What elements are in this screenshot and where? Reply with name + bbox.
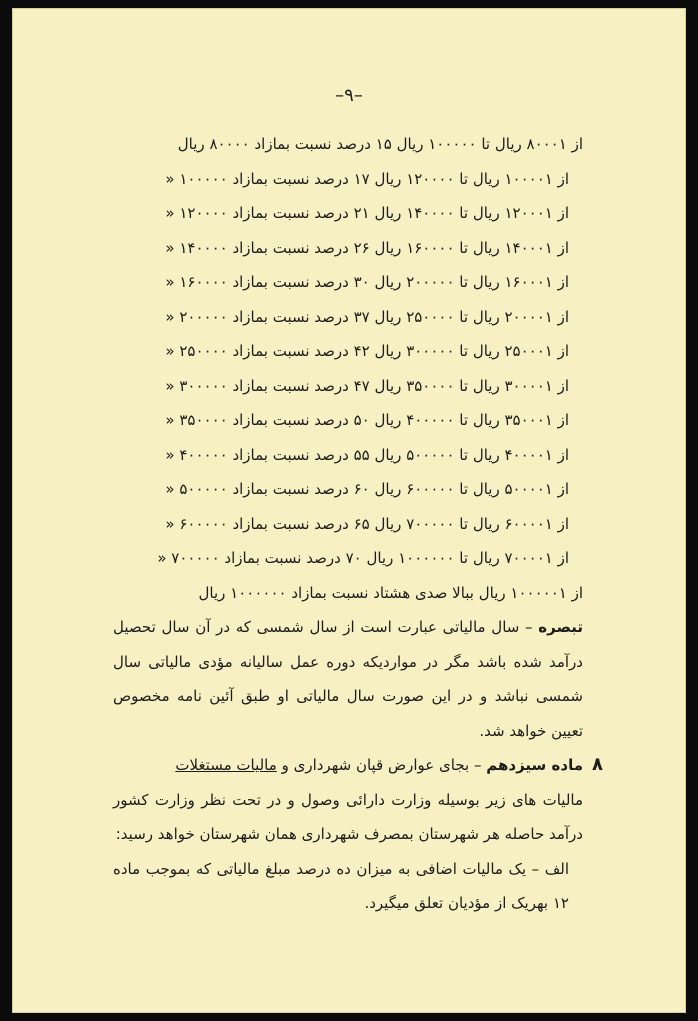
bracket-line: از ۱۲۰۰۰۱ ریال تا ۱۴۰۰۰۰ ریال ۲۱ درصد نسبت بمازاد ۱۲۰۰۰۰ « — [165, 204, 569, 222]
document-page — [12, 8, 686, 1013]
note-text: – سال مالیاتی عبارت است از سال شمسی که در آن سال تحصیل درآمد شده باشد مگر در مواردیکه دوره عمل سالیانه مؤدی مالیاتی سال شمسی نباشد و در این صورت سال مالیاتی او طبق آئین نامه مخصوص تعیین خواهد شد. — [113, 618, 583, 740]
bracket-line: از ۳۰۰۰۰۱ ریال تا ۳۵۰۰۰۰ ریال ۴۷ درصد نسبت بمازاد ۳۰۰۰۰۰ « — [165, 376, 569, 395]
article-title: ماده سیزدهم — [486, 756, 583, 774]
bracket-line: از ۱۶۰۰۰۱ ریال تا ۲۰۰۰۰۰ ریال ۳۰ درصد نسبت بمازاد ۱۶۰۰۰۰ « — [165, 273, 569, 291]
bracket-line: از ۵۰۰۰۰۱ ریال تا ۶۰۰۰۰۰ ریال ۶۰ درصد نسبت بمازاد ۵۰۰۰۰۰ « — [165, 480, 569, 498]
bracket-line: از ۷۰۰۰۰۱ ریال تا ۱۰۰۰۰۰۰ ریال ۷۰ درصد نسبت بمازاد ۷۰۰۰۰۰ « — [157, 549, 569, 567]
article-body: مالیات های زیر بوسیله وزارت دارائی وصول و در تحت نظر وزارت کشور درآمد حاصله هر شهرستان بمصرف شهرداری همان شهرستان خواهد رسید: — [113, 790, 583, 843]
article-heading — [113, 748, 603, 783]
article-intro: – بجای عوارض قپان شهرداری و — [281, 756, 482, 774]
clause-a: الف – یک مالیات اضافی به میزان ده درصد مبلغ مالیاتی که بموجب ماده ۱۲ بهریک از مؤدیان تعلق میگیرد. — [113, 859, 569, 912]
bracket-line: از ۲۵۰۰۰۱ ریال تا ۳۰۰۰۰۰ ریال ۴۲ درصد نسبت بمازاد ۲۵۰۰۰۰ « — [165, 342, 569, 360]
bracket-line: از ۱۰۰۰۰۰۱ ریال ببالا صدی هشتاد نسبت بمازاد ۱۰۰۰۰۰۰ ریال — [198, 583, 583, 602]
note-label: تبصره — [538, 618, 583, 636]
bracket-line: از ۴۰۰۰۰۱ ریال تا ۵۰۰۰۰۰ ریال ۵۵ درصد نسبت بمازاد ۴۰۰۰۰۰ « — [165, 445, 569, 464]
document-body — [113, 127, 603, 921]
margin-marker: ۸ — [592, 754, 603, 775]
bracket-line: از ۲۰۰۰۰۱ ریال تا ۲۵۰۰۰۰ ریال ۳۷ درصد نسبت بمازاد ۲۰۰۰۰۰ « — [165, 307, 569, 326]
bracket-line: از ۸۰۰۰۱ ریال تا ۱۰۰۰۰۰ ریال ۱۵ درصد نسبت بمازاد ۸۰۰۰۰ ریال — [177, 135, 583, 153]
bracket-line: از ۱۴۰۰۰۱ ریال تا ۱۶۰۰۰۰ ریال ۲۶ درصد نسبت بمازاد ۱۴۰۰۰۰ « — [165, 238, 569, 257]
bracket-line: از ۳۵۰۰۰۱ ریال تا ۴۰۰۰۰۰ ریال ۵۰ درصد نسبت بمازاد ۳۵۰۰۰۰ « — [165, 411, 569, 429]
bracket-line: از ۶۰۰۰۰۱ ریال تا ۷۰۰۰۰۰ ریال ۶۵ درصد نسبت بمازاد ۶۰۰۰۰۰ « — [165, 514, 569, 533]
bracket-line: از ۱۰۰۰۰۱ ریال تا ۱۲۰۰۰۰ ریال ۱۷ درصد نسبت بمازاد ۱۰۰۰۰۰ « — [165, 169, 569, 188]
page-number: –۹– — [335, 85, 363, 106]
article-underlined: مالیات مستغلات — [175, 756, 277, 774]
note-paragraph — [113, 610, 583, 748]
